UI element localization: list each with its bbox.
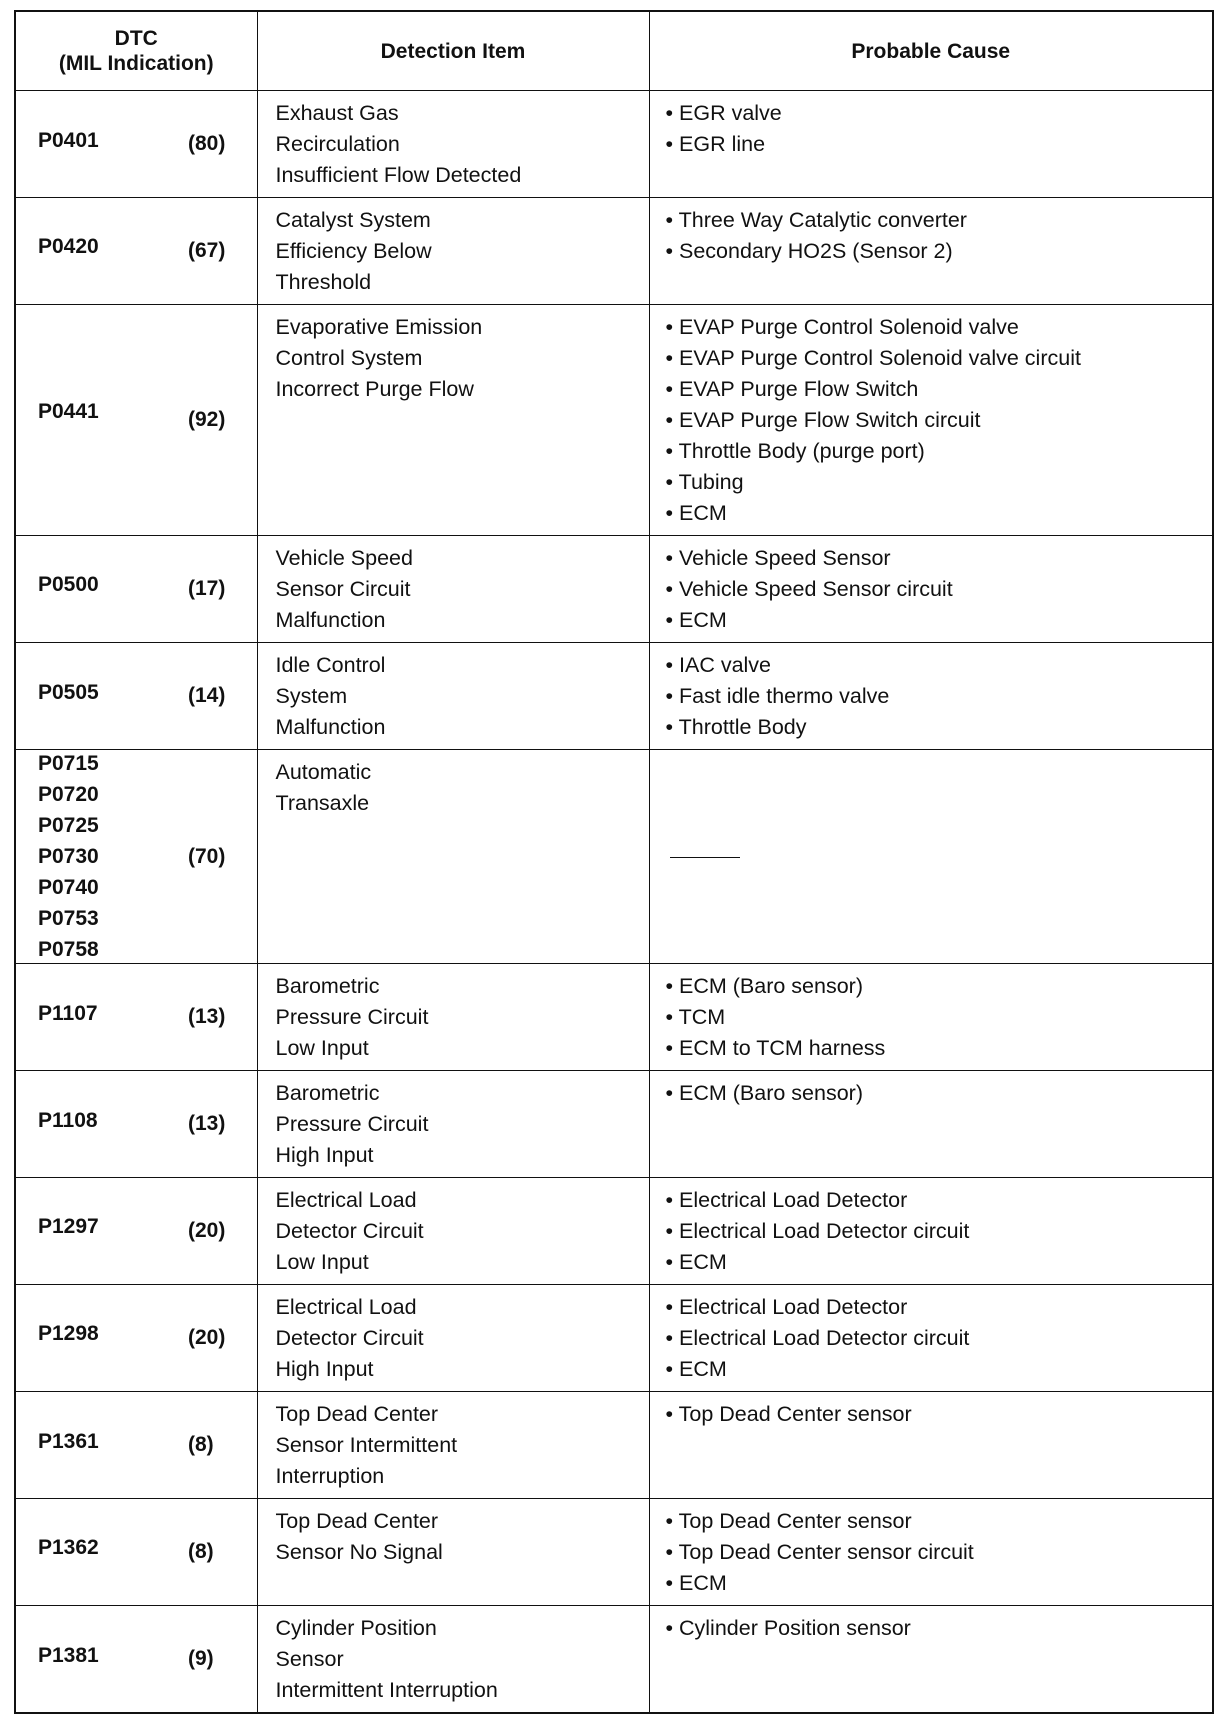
- detection-item: [258, 1499, 649, 1574]
- header-dtc-line1: DTC: [114, 27, 158, 50]
- detection-line: Barometric: [275, 974, 380, 998]
- dtc-code: P1381: [38, 1643, 99, 1667]
- cause-cell: [649, 536, 1213, 643]
- dtc-code: P0715: [38, 752, 99, 775]
- detection-line: Control System: [275, 346, 423, 370]
- cause-cell: [649, 964, 1213, 1071]
- detection-cell: [257, 1285, 649, 1392]
- dtc-code: P0740: [38, 876, 99, 899]
- detection-line: Vehicle Speed: [275, 546, 413, 570]
- detection-line: Low Input: [275, 1036, 369, 1060]
- cause-item: • ECM: [665, 608, 727, 632]
- detection-line: Top Dead Center: [275, 1509, 439, 1533]
- detection-item: [258, 536, 649, 642]
- detection-item: [258, 643, 649, 749]
- detection-line: System: [275, 684, 348, 708]
- cause-item: • ECM: [665, 1571, 727, 1595]
- cause-item: • EGR line: [665, 132, 766, 156]
- dtc-code: P1298: [38, 1322, 99, 1345]
- dtc-code: P0720: [38, 783, 99, 806]
- table-row: [15, 1285, 1213, 1392]
- cause-cell: [649, 1392, 1213, 1499]
- probable-causes: [650, 1392, 1213, 1436]
- table-row: [15, 1178, 1213, 1285]
- probable-causes: [650, 1499, 1213, 1605]
- table-row: [15, 198, 1213, 305]
- detection-line: Top Dead Center: [275, 1402, 439, 1426]
- table-row: [15, 1499, 1213, 1606]
- cause-item: • Tubing: [665, 470, 744, 494]
- mil-indication: (9): [188, 1647, 214, 1670]
- detection-item: [258, 305, 649, 411]
- dtc-cell: [15, 643, 257, 750]
- table-row: [15, 1071, 1213, 1178]
- detection-cell: [257, 1499, 649, 1606]
- dtc-code: P0420: [38, 235, 99, 258]
- table-row: [15, 1392, 1213, 1499]
- detection-line: Intermittent Interruption: [275, 1678, 498, 1702]
- detection-line: Electrical Load: [275, 1295, 417, 1319]
- dtc-codes: [16, 1105, 98, 1136]
- cause-item: • ECM: [665, 501, 727, 525]
- detection-line: Efficiency Below: [275, 239, 432, 263]
- cause-item: • ECM (Baro sensor): [665, 974, 863, 998]
- table-row: [15, 643, 1213, 750]
- header-detection: Detection Item: [257, 11, 649, 91]
- detection-line: Malfunction: [275, 715, 386, 739]
- detection-line: Automatic: [275, 760, 372, 784]
- detection-cell: [257, 536, 649, 643]
- cause-item: • Vehicle Speed Sensor: [665, 546, 891, 570]
- dtc-codes: [16, 125, 99, 156]
- table-row: [15, 91, 1213, 198]
- dtc-cell: [15, 750, 257, 964]
- dtc-code: P0753: [38, 907, 99, 930]
- cause-cell: [649, 305, 1213, 536]
- detection-line: Malfunction: [275, 608, 386, 632]
- detection-line: Detector Circuit: [275, 1219, 424, 1243]
- dtc-cell: [15, 1392, 257, 1499]
- detection-line: Sensor Intermittent: [275, 1433, 458, 1457]
- cause-item: • Vehicle Speed Sensor circuit: [665, 577, 953, 601]
- no-cause-dash: [670, 857, 740, 858]
- mil-indication: (67): [188, 239, 226, 262]
- mil-indication: (20): [188, 1326, 226, 1349]
- detection-line: Insufficient Flow Detected: [275, 163, 522, 187]
- cause-cell: [649, 643, 1213, 750]
- cause-item: • Electrical Load Detector circuit: [665, 1219, 970, 1243]
- dtc-cell: [15, 91, 257, 198]
- table-row: [15, 964, 1213, 1071]
- table-row: [15, 1606, 1213, 1714]
- cause-item: • EGR valve: [665, 101, 782, 125]
- cause-item: • Three Way Catalytic converter: [665, 208, 967, 232]
- detection-item: [258, 1178, 649, 1284]
- detection-line: Pressure Circuit: [275, 1005, 429, 1029]
- detection-line: Recirculation: [275, 132, 400, 156]
- dtc-codes: [16, 748, 99, 965]
- dtc-code: P1361: [38, 1429, 99, 1453]
- cause-item: • Electrical Load Detector circuit: [665, 1326, 970, 1350]
- mil-indication: (17): [188, 577, 226, 600]
- probable-causes: [650, 536, 1213, 642]
- probable-causes: [650, 91, 1213, 166]
- dtc-code: P1362: [38, 1536, 99, 1559]
- dtc-cell: [15, 198, 257, 305]
- detection-line: Catalyst System: [275, 208, 431, 232]
- detection-line: Interruption: [275, 1464, 385, 1488]
- detection-line: High Input: [275, 1143, 374, 1167]
- dtc-codes: [16, 1426, 99, 1457]
- cause-item: • EVAP Purge Control Solenoid valve circuit: [665, 346, 1081, 370]
- dtc-cell: [15, 964, 257, 1071]
- detection-item: [258, 1285, 649, 1391]
- detection-line: Sensor Circuit: [275, 577, 411, 601]
- cause-item: • EVAP Purge Flow Switch circuit: [665, 408, 981, 432]
- header-cause: Probable Cause: [649, 11, 1213, 91]
- cause-item: • ECM (Baro sensor): [665, 1081, 863, 1105]
- detection-line: Sensor No Signal: [275, 1540, 443, 1564]
- cause-cell: [649, 1071, 1213, 1178]
- detection-line: Barometric: [275, 1081, 380, 1105]
- mil-indication: (13): [188, 1112, 226, 1135]
- mil-indication: (92): [188, 408, 226, 431]
- cause-item: • ECM to TCM harness: [665, 1036, 886, 1060]
- dtc-wrap: [16, 1499, 257, 1596]
- dtc-cell: [15, 536, 257, 643]
- mil-indication: (14): [188, 684, 226, 707]
- cause-item: • Top Dead Center sensor: [665, 1509, 912, 1533]
- cause-item: • ECM: [665, 1357, 727, 1381]
- dtc-codes: [16, 677, 99, 708]
- dtc-code: P0730: [38, 845, 99, 868]
- dtc-codes: [16, 1640, 99, 1671]
- mil-indication: (80): [188, 132, 226, 155]
- cause-item: • Throttle Body: [665, 715, 807, 739]
- dtc-code: P0401: [38, 128, 99, 152]
- mil-indication: (8): [188, 1540, 214, 1563]
- detection-item: [258, 750, 649, 825]
- mil-indication: (8): [188, 1433, 214, 1456]
- mil-indication: (13): [188, 1005, 226, 1028]
- dtc-wrap: [16, 1392, 257, 1490]
- dtc-table: [14, 10, 1214, 1714]
- cause-item: • EVAP Purge Control Solenoid valve: [665, 315, 1019, 339]
- detection-line: Idle Control: [275, 653, 386, 677]
- probable-causes: [650, 1606, 1213, 1650]
- detection-line: Incorrect Purge Flow: [275, 377, 474, 401]
- detection-cell: [257, 198, 649, 305]
- detection-cell: [257, 964, 649, 1071]
- cause-cell: [649, 1606, 1213, 1714]
- detection-item: [258, 1606, 649, 1712]
- detection-line: Electrical Load: [275, 1188, 417, 1212]
- mil-indication: (20): [188, 1219, 226, 1242]
- detection-line: Threshold: [275, 270, 372, 294]
- table-row: [15, 305, 1213, 536]
- cause-item: • EVAP Purge Flow Switch: [665, 377, 919, 401]
- detection-cell: [257, 643, 649, 750]
- detection-line: Cylinder Position: [275, 1616, 437, 1640]
- header-row: [15, 11, 1213, 91]
- detection-line: Exhaust Gas: [275, 101, 399, 125]
- dtc-codes: [16, 998, 98, 1029]
- detection-line: Low Input: [275, 1250, 369, 1274]
- header-dtc: [15, 11, 257, 91]
- table-row: [15, 536, 1213, 643]
- detection-item: [258, 1392, 649, 1498]
- probable-causes: [650, 305, 1213, 535]
- probable-causes: [650, 1285, 1213, 1391]
- detection-item: [258, 91, 649, 197]
- detection-cell: [257, 1606, 649, 1714]
- cause-item: • Electrical Load Detector: [665, 1188, 908, 1212]
- detection-line: Pressure Circuit: [275, 1112, 429, 1136]
- cause-cell: [649, 1285, 1213, 1392]
- header-dtc-line2: (MIL Indication): [58, 52, 214, 75]
- detection-cell: [257, 1178, 649, 1285]
- dtc-cell: [15, 1071, 257, 1178]
- probable-causes: [650, 1071, 1213, 1115]
- cause-item: • TCM: [665, 1005, 726, 1029]
- detection-cell: [257, 750, 649, 964]
- cause-cell: [649, 91, 1213, 198]
- dtc-code: P1297: [38, 1215, 99, 1238]
- dtc-cell: [15, 1178, 257, 1285]
- dtc-code: P0505: [38, 680, 99, 704]
- dtc-code: P0500: [38, 573, 99, 596]
- detection-cell: [257, 91, 649, 198]
- dtc-code: P1107: [38, 1001, 98, 1025]
- detection-line: High Input: [275, 1357, 374, 1381]
- probable-causes: [650, 964, 1213, 1070]
- cause-item: • IAC valve: [665, 653, 772, 677]
- dtc-cell: [15, 1606, 257, 1714]
- dtc-codes: [16, 1211, 99, 1242]
- dtc-cell: [15, 1285, 257, 1392]
- cause-item: • Top Dead Center sensor circuit: [665, 1540, 974, 1564]
- detection-line: Sensor: [275, 1647, 344, 1671]
- cause-item: • Secondary HO2S (Sensor 2): [665, 239, 953, 263]
- probable-causes: [650, 1178, 1213, 1284]
- detection-item: [258, 198, 649, 304]
- dtc-codes: [16, 569, 99, 600]
- cause-item: • Top Dead Center sensor: [665, 1402, 912, 1426]
- dtc-codes: [16, 231, 99, 262]
- cause-item: • ECM: [665, 1250, 727, 1274]
- cause-cell: [649, 198, 1213, 305]
- dtc-cell: [15, 305, 257, 536]
- cause-item: • Fast idle thermo valve: [665, 684, 890, 708]
- cause-cell: [649, 1499, 1213, 1606]
- detection-line: Detector Circuit: [275, 1326, 424, 1350]
- cause-item: • Electrical Load Detector: [665, 1295, 908, 1319]
- detection-cell: [257, 1392, 649, 1499]
- detection-cell: [257, 305, 649, 536]
- detection-cell: [257, 1071, 649, 1178]
- dtc-code: P0725: [38, 814, 99, 837]
- dtc-code: P1108: [38, 1108, 98, 1132]
- cause-cell: [649, 1178, 1213, 1285]
- mil-indication: (70): [188, 844, 226, 868]
- dtc-codes: [16, 1318, 99, 1349]
- table-row: [15, 750, 1213, 964]
- detection-item: [258, 964, 649, 1070]
- dtc-code: P0441: [38, 399, 99, 423]
- dtc-wrap: [16, 1606, 257, 1704]
- dtc-cell: [15, 1499, 257, 1606]
- cause-cell: [649, 750, 1213, 964]
- detection-line: Transaxle: [275, 791, 370, 815]
- probable-causes: [650, 643, 1213, 749]
- cause-item: • Throttle Body (purge port): [665, 439, 925, 463]
- probable-causes: [650, 198, 1213, 273]
- detection-line: Evaporative Emission: [275, 315, 483, 339]
- cause-item: • Cylinder Position sensor: [665, 1616, 911, 1640]
- dtc-codes: [16, 396, 99, 427]
- detection-item: [258, 1071, 649, 1177]
- dtc-code: P0758: [38, 938, 99, 961]
- dtc-codes: [16, 1532, 99, 1563]
